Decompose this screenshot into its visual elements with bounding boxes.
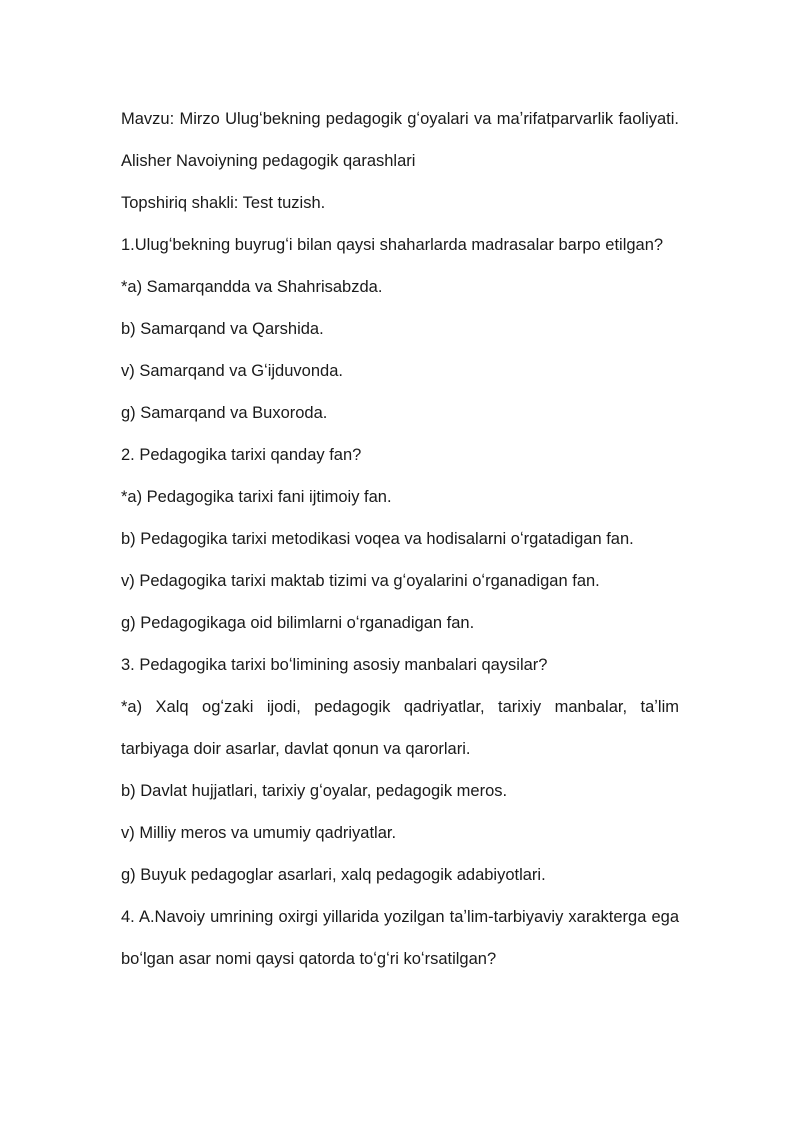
question-2-option-v: v) Pedagogika tarixi maktab tizimi va gʻoyalarini oʻrganadigan fan. (121, 572, 600, 590)
task-type-line: Topshiriq shakli: Test tuzish. (121, 194, 326, 212)
topic-heading: Mavzu: Mirzo Ulugʻbekning pedagogik gʻoyalari va maʼrifatparvarlik faoliyati. Alisher Navoiyning pedagogik qarashlari (121, 110, 679, 170)
question-1-option-v: v) Samarqand va Gʻijduvonda. (121, 362, 343, 380)
question-2-option-g: g) Pedagogikaga oid bilimlarni oʻrganadigan fan. (121, 614, 475, 632)
question-3-option-a-correct: *a) Xalq ogʻzaki ijodi, pedagogik qadriyatlar, tarixiy manbalar, taʼlim tarbiyaga doir asarlar, davlat qonun va qarorlari. (121, 698, 679, 758)
question-1: 1.Ulugʻbekning buyrugʻi bilan qaysi shaharlarda madrasalar barpo etilgan? (121, 236, 664, 254)
question-3-option-g: g) Buyuk pedagoglar asarlari, xalq pedagogik adabiyotlari. (121, 866, 546, 884)
document-body (121, 98, 679, 980)
question-3: 3. Pedagogika tarixi boʻlimining asosiy manbalari qaysilar? (121, 656, 548, 674)
question-1-option-g: g) Samarqand va Buxoroda. (121, 404, 328, 422)
question-4: 4. A.Navoiy umrining oxirgi yillarida yozilgan taʼlim-tarbiyaviy xarakterga ega boʻlgan asar nomi qaysi qatorda toʻgʻri koʻrsatilgan? (121, 908, 679, 968)
question-3-option-b: b) Davlat hujjatlari, tarixiy gʻoyalar, pedagogik meros. (121, 782, 508, 800)
question-2: 2. Pedagogika tarixi qanday fan? (121, 446, 362, 464)
question-2-option-a-correct: *a) Pedagogika tarixi fani ijtimoiy fan. (121, 488, 392, 506)
question-1-option-b: b) Samarqand va Qarshida. (121, 320, 324, 338)
question-3-option-v: v) Milliy meros va umumiy qadriyatlar. (121, 824, 397, 842)
question-2-option-b: b) Pedagogika tarixi metodikasi voqea va hodisalarni oʻrgatadigan fan. (121, 530, 634, 548)
question-1-option-a-correct: *a) Samarqandda va Shahrisabzda. (121, 278, 383, 296)
